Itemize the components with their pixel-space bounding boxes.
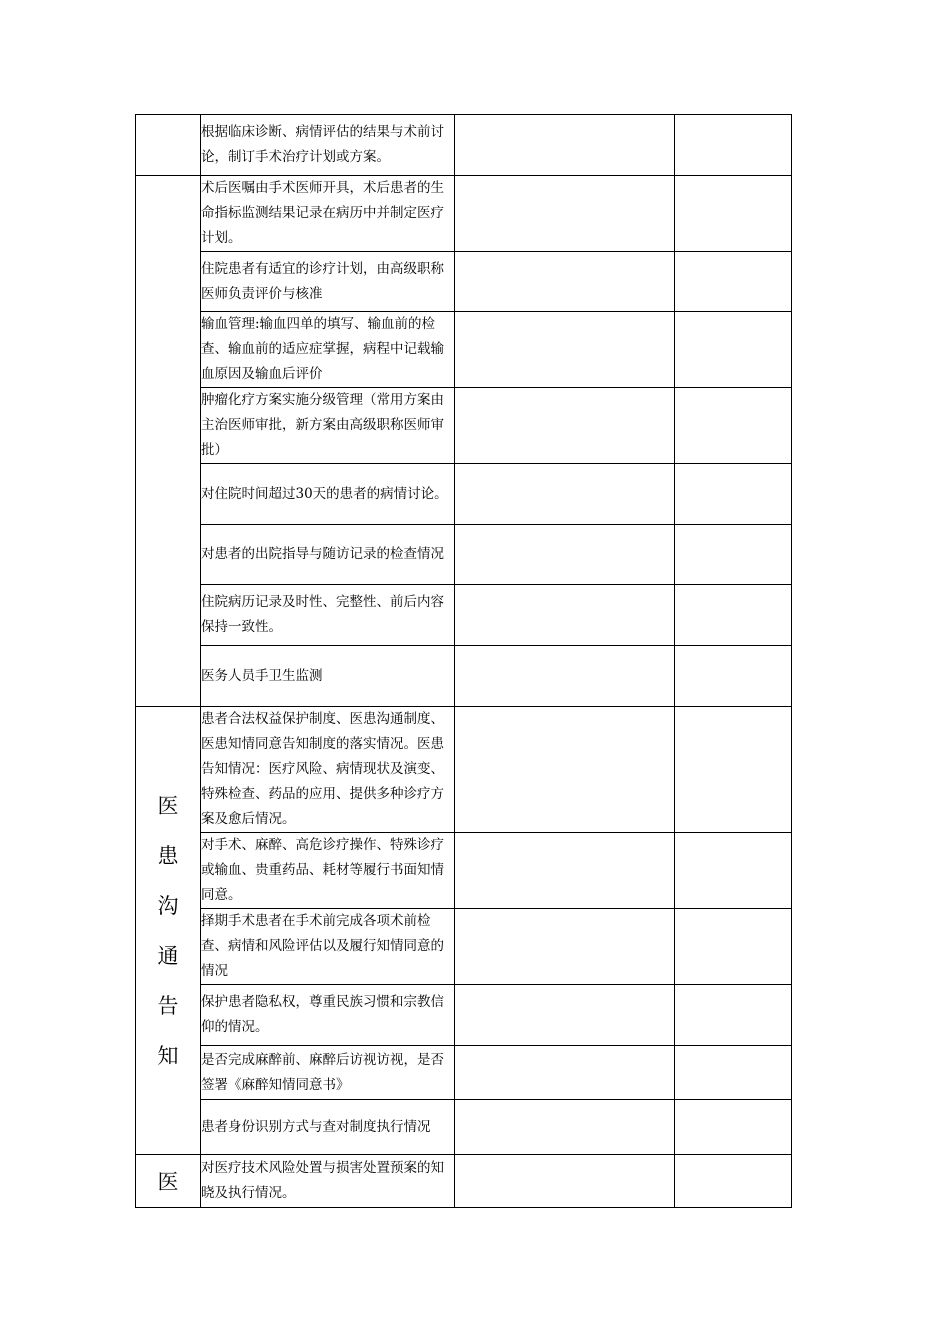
result-cell bbox=[455, 464, 675, 525]
category-char: 知 bbox=[157, 1043, 179, 1068]
remark-cell bbox=[675, 388, 792, 464]
result-cell bbox=[455, 1046, 675, 1100]
category-cell bbox=[136, 176, 201, 707]
remark-cell bbox=[675, 585, 792, 646]
remark-cell bbox=[675, 985, 792, 1046]
item-text: 住院病历记录及时性、完整性、前后内容保持一致性。 bbox=[201, 585, 455, 646]
table-row bbox=[136, 312, 792, 388]
table-row bbox=[136, 1100, 792, 1155]
result-cell bbox=[455, 176, 675, 252]
category-char: 通 bbox=[157, 943, 179, 968]
item-text: 对手术、麻醉、高危诊疗操作、特殊诊疗或输血、贵重药品、耗材等履行书面知情同意。 bbox=[201, 833, 455, 909]
item-text: 择期手术患者在手术前完成各项术前检查、病情和风险评估以及履行知情同意的情况 bbox=[201, 909, 455, 985]
remark-cell bbox=[675, 115, 792, 176]
item-text: 患者身份识别方式与查对制度执行情况 bbox=[201, 1100, 455, 1155]
remark-cell bbox=[675, 909, 792, 985]
item-text: 根据临床诊断、病情评估的结果与术前讨论，制订手术治疗计划或方案。 bbox=[201, 115, 455, 176]
item-text: 患者合法权益保护制度、医患沟通制度、医患知情同意告知制度的落实情况。医患告知情况：医疗风险、病情现状及演变、特殊检查、药品的应用、提供多种诊疗方案及愈后情况。 bbox=[201, 707, 455, 833]
result-cell bbox=[455, 252, 675, 312]
item-text: 住院患者有适宜的诊疗计划，由高级职称医师负责评价与核准 bbox=[201, 252, 455, 312]
category-cell-doctor-patient-communication bbox=[136, 707, 201, 1155]
item-text: 术后医嘱由手术医师开具，术后患者的生命指标监测结果记录在病历中并制定医疗计划。 bbox=[201, 176, 455, 252]
table-row bbox=[136, 388, 792, 464]
table-row bbox=[136, 252, 792, 312]
remark-cell bbox=[675, 646, 792, 707]
table-row bbox=[136, 1155, 792, 1208]
category-char: 医 bbox=[157, 1170, 179, 1194]
item-text: 对住院时间超过30天的患者的病情讨论。 bbox=[201, 464, 455, 525]
result-cell bbox=[455, 312, 675, 388]
remark-cell bbox=[675, 176, 792, 252]
remark-cell bbox=[675, 464, 792, 525]
item-text: 对医疗技术风险处置与损害处置预案的知晓及执行情况。 bbox=[201, 1155, 455, 1208]
table-row bbox=[136, 464, 792, 525]
remark-cell bbox=[675, 312, 792, 388]
result-cell bbox=[455, 1100, 675, 1155]
category-char: 告 bbox=[157, 993, 179, 1018]
result-cell bbox=[455, 646, 675, 707]
category-cell bbox=[136, 115, 201, 176]
result-cell bbox=[455, 1155, 675, 1208]
category-cell bbox=[136, 1155, 201, 1208]
category-char: 患 bbox=[157, 843, 179, 868]
remark-cell bbox=[675, 707, 792, 833]
table-row bbox=[136, 585, 792, 646]
item-text: 保护患者隐私权，尊重民族习惯和宗教信仰的情况。 bbox=[201, 985, 455, 1046]
result-cell bbox=[455, 525, 675, 585]
result-cell bbox=[455, 388, 675, 464]
category-char: 沟 bbox=[157, 893, 179, 918]
table-row bbox=[136, 525, 792, 585]
result-cell bbox=[455, 115, 675, 176]
remark-cell bbox=[675, 1100, 792, 1155]
table-row bbox=[136, 176, 792, 252]
result-cell bbox=[455, 585, 675, 646]
table-row bbox=[136, 707, 792, 833]
table-row bbox=[136, 833, 792, 909]
remark-cell bbox=[675, 833, 792, 909]
table-row bbox=[136, 646, 792, 707]
item-text: 医务人员手卫生监测 bbox=[201, 646, 455, 707]
table-row bbox=[136, 909, 792, 985]
item-text: 输血管理:输血四单的填写、输血前的检查、输血前的适应症掌握，病程中记载输血原因及输血后评价 bbox=[201, 312, 455, 388]
result-cell bbox=[455, 707, 675, 833]
category-char: 医 bbox=[157, 793, 179, 818]
checklist-table bbox=[135, 114, 792, 1208]
item-text: 肿瘤化疗方案实施分级管理（常用方案由主治医师审批，新方案由高级职称医师审批） bbox=[201, 388, 455, 464]
result-cell bbox=[455, 833, 675, 909]
item-text: 对患者的出院指导与随访记录的检查情况 bbox=[201, 525, 455, 585]
result-cell bbox=[455, 909, 675, 985]
result-cell bbox=[455, 985, 675, 1046]
table-row bbox=[136, 115, 792, 176]
table-row bbox=[136, 1046, 792, 1100]
table-row bbox=[136, 985, 792, 1046]
remark-cell bbox=[675, 1046, 792, 1100]
remark-cell bbox=[675, 525, 792, 585]
remark-cell bbox=[675, 252, 792, 312]
remark-cell bbox=[675, 1155, 792, 1208]
item-text: 是否完成麻醉前、麻醉后访视访视，是否签署《麻醉知情同意书》 bbox=[201, 1046, 455, 1100]
